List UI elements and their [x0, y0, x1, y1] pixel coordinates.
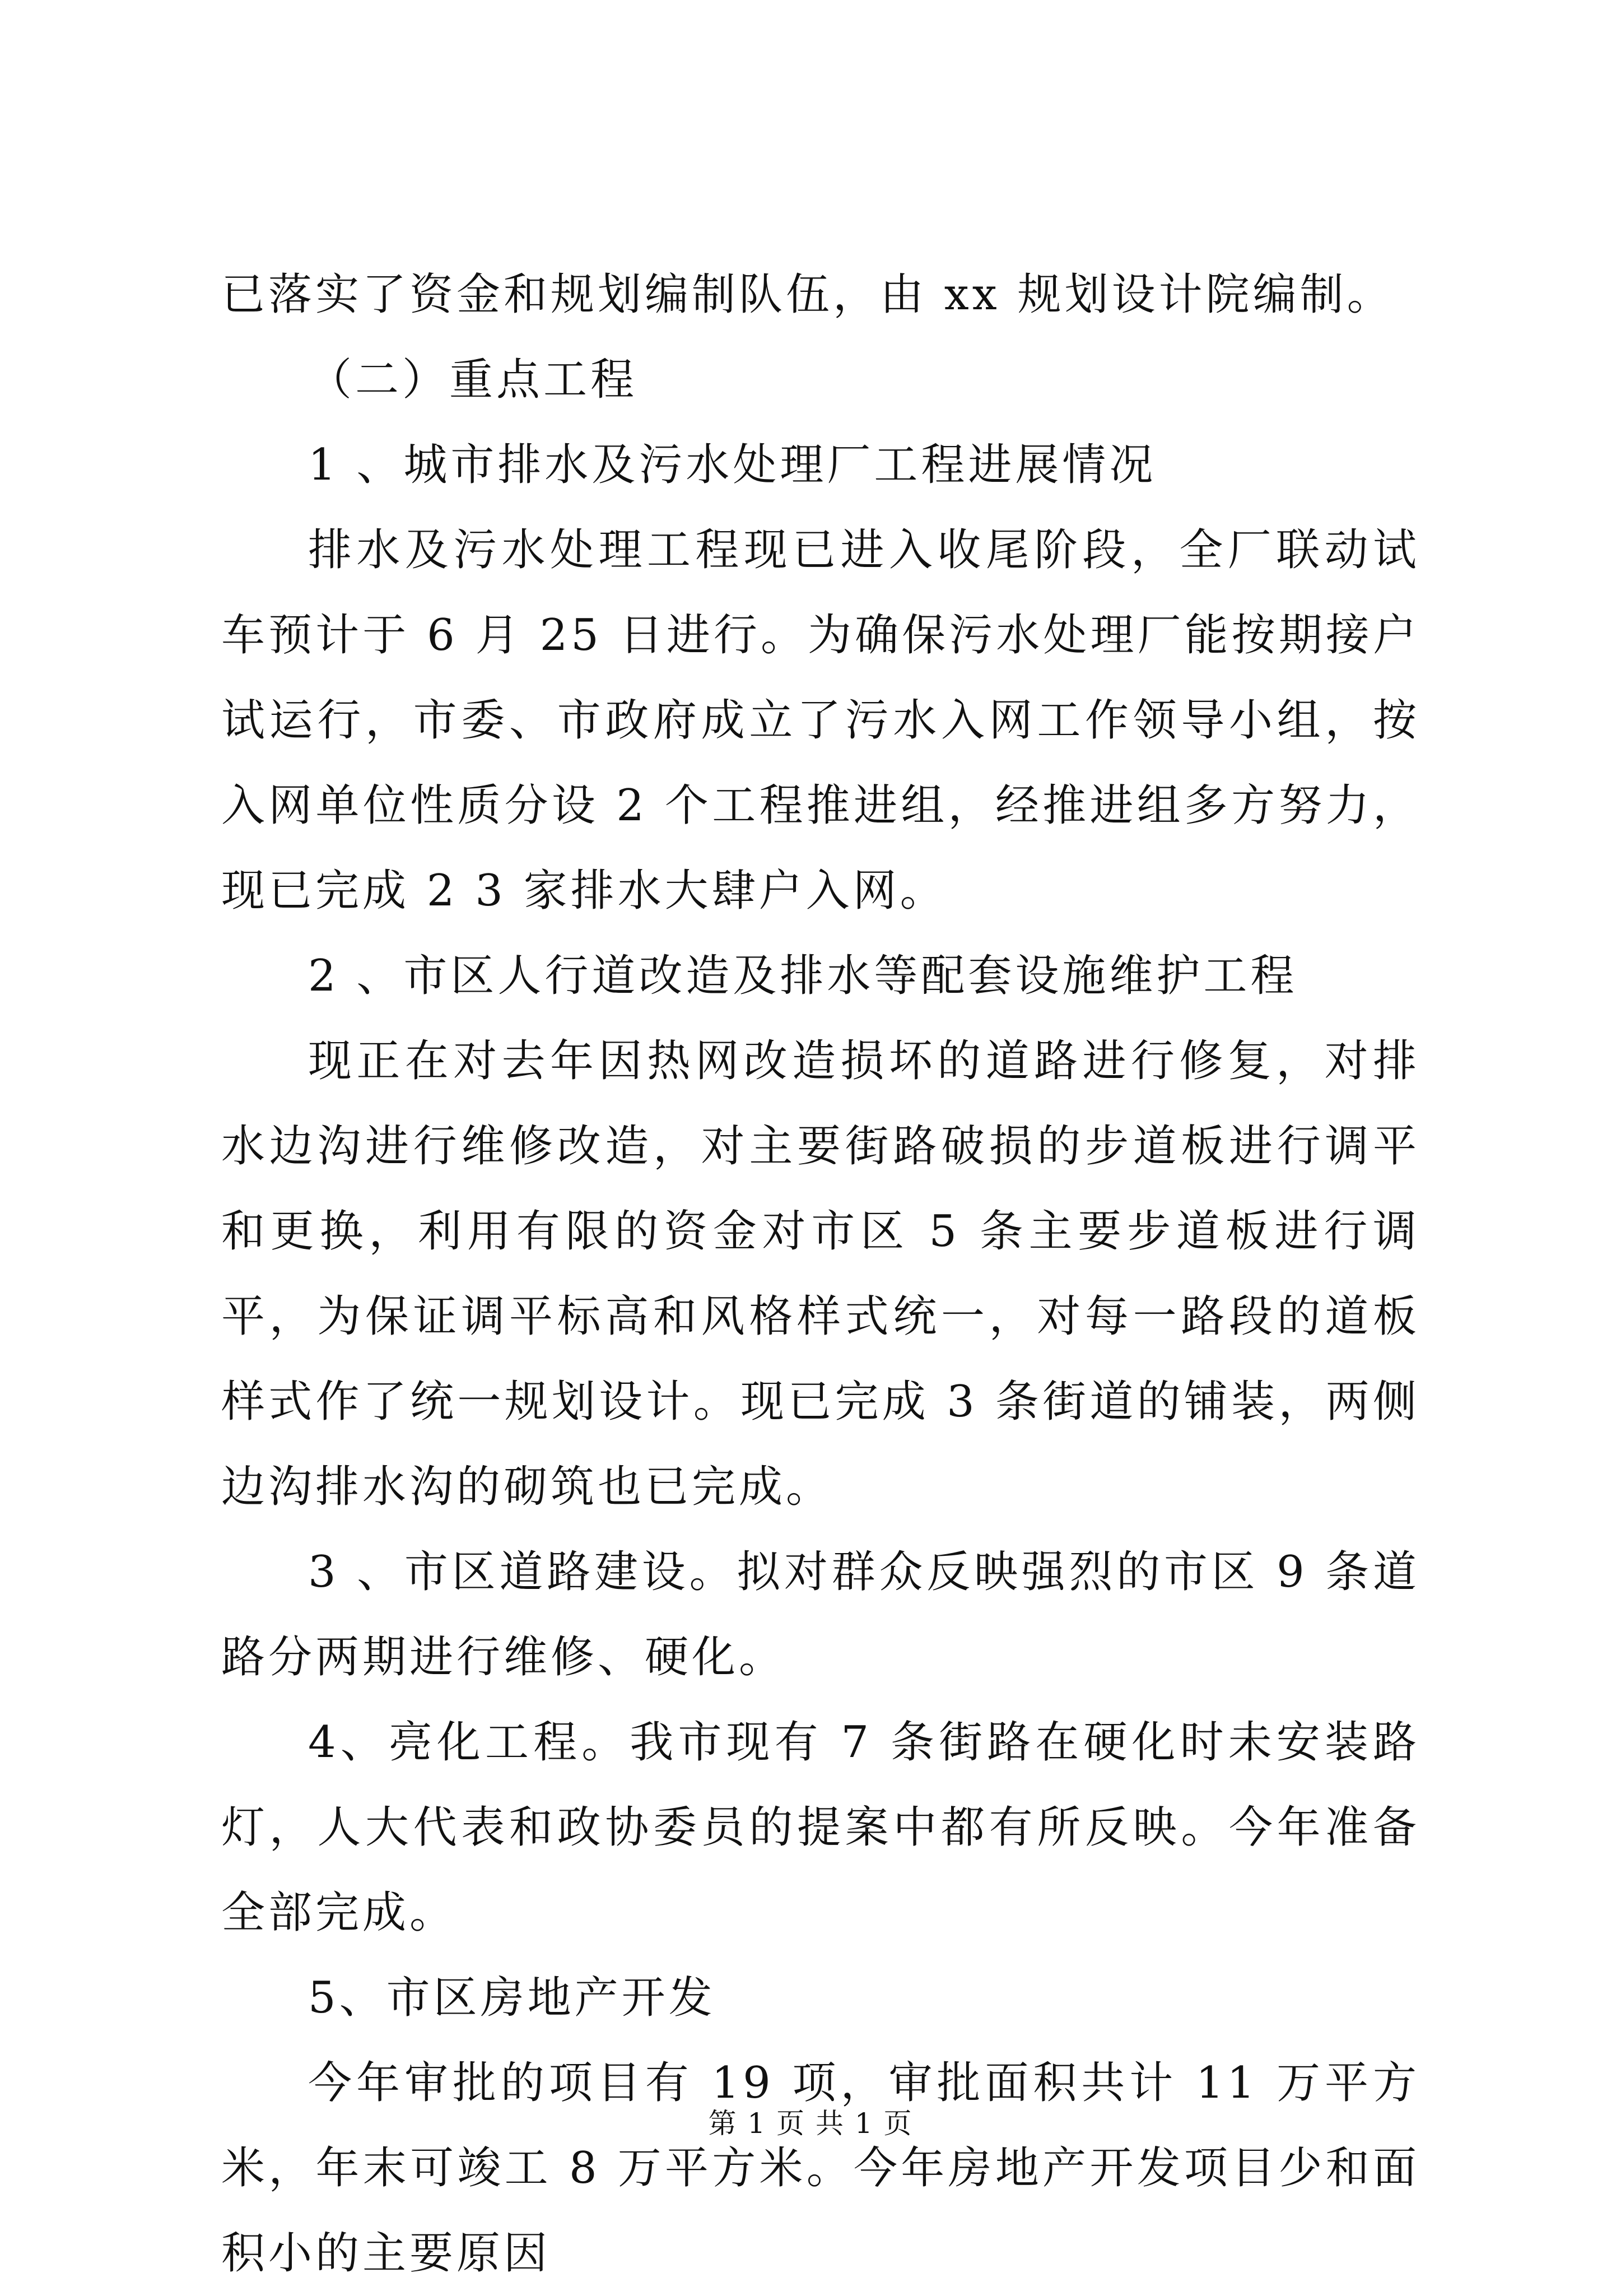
item-heading-sidewalk: 2 、市区人行道改造及排水等配套设施维护工程	[308, 951, 1298, 1001]
paragraph-real-estate: 今年审批的项目有 19 项，审批面积共计 11 万平方米，年末可竣工 8 万平方米。今年房地产开发项目少和面积小的主要原因	[221, 2058, 1420, 2279]
item-heading-drainage: 1 、城市排水及污水处理厂工程进展情况	[308, 440, 1157, 490]
paragraph-sidewalk: 现正在对去年因热网改造损坏的道路进行修复，对排水边沟进行维修改造，对主要街路破损的步道板进行调平和更换，利用有限的资金对市区 5 条主要步道板进行调平，为保证调平标高和风格样式统一，对每一路段的道板样式作了统一规划设计。现已完成 3 条街道的铺装，两侧边沟排水沟的砌筑也已完成。	[221, 1036, 1420, 1512]
document-body	[221, 252, 1420, 2296]
paragraph-road-construction: 3 、市区道路建设。拟对群众反映强烈的市区 9 条道路分两期进行维修、硬化。	[221, 1547, 1420, 1683]
item-heading-real-estate: 5、市区房地产开发	[308, 1973, 716, 2023]
page-footer: 第 1 页 共 1 页	[708, 2107, 913, 2140]
paragraph-lighting: 4、亮化工程。我市现有 7 条街路在硬化时未安装路灯，人大代表和政协委员的提案中都有所反映。今年准备全部完成。	[221, 1717, 1420, 1938]
paragraph-continuation: 已落实了资金和规划编制队伍，由 xx 规划设计院编制。	[221, 269, 1394, 320]
paragraph-drainage: 排水及污水处理工程现已进入收尾阶段，全厂联动试车预计于 6 月 25 日进行。为确保污水处理厂能按期接户试运行，市委、市政府成立了污水入网工作领导小组，按入网单位性质分设 2 个工程推进组，经推进组多方努力，现已完成 2 3 家排水大肆户入网。	[221, 525, 1420, 916]
section-heading-key-projects: （二）重点工程	[308, 355, 638, 405]
